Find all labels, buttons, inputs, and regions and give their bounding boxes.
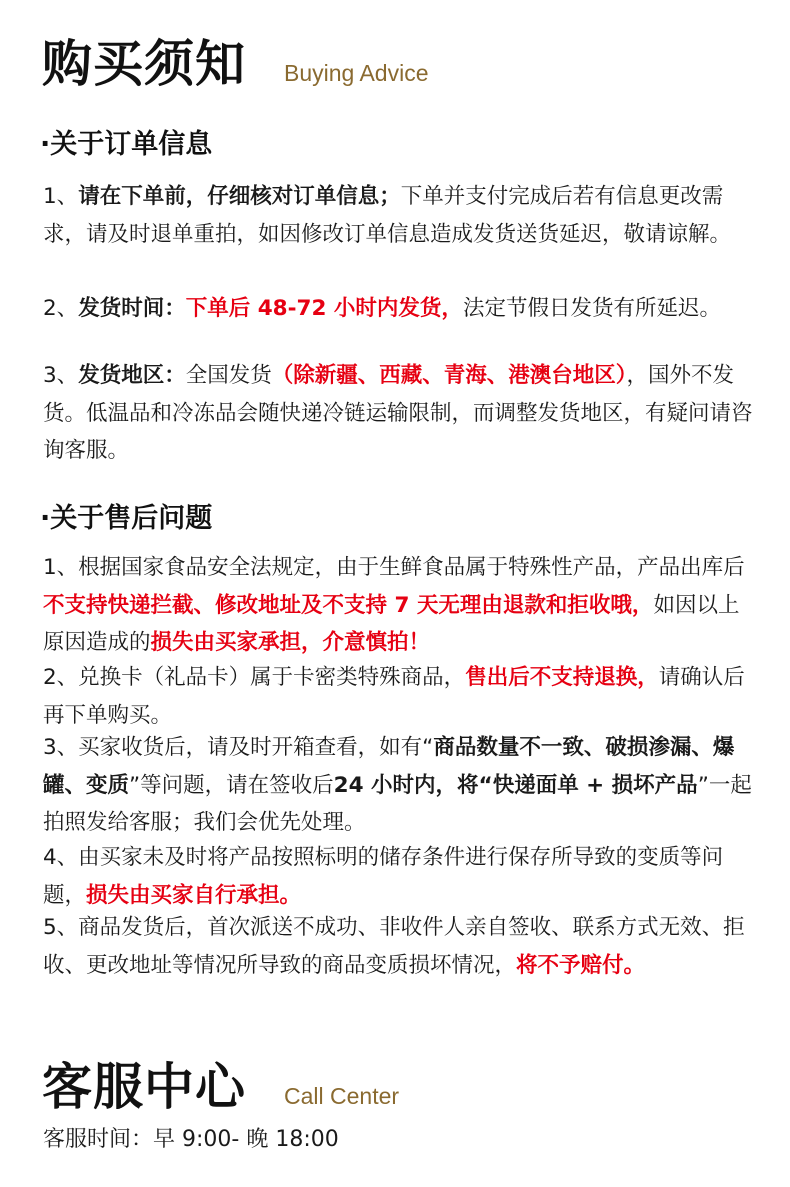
order-p1-bold: 请在下单前，仔细核对订单信息； (78, 184, 401, 209)
aftersale-p3-bold-2: 24 小时内，将“快递面单 + 损坏产品 (333, 772, 698, 798)
service-hours: 客服时间：早 9:00- 晚 18:00 (43, 1127, 339, 1152)
aftersale-p5-text-1: 5、商品发货后，首次派送不成功、非收件人亲自签收、联系方式无效、拒收、更改地址等情况所导致的商品变质损坏情况， (43, 915, 745, 978)
aftersale-p1-red-2: 损失由买家承担，介意慎拍！ (150, 630, 431, 655)
aftersale-p3-bold-1: 商品数量不一致、破损渗漏、爆罐、变质 (43, 735, 735, 798)
order-p3-red: （除新疆、西藏、青海、港澳台地区） (271, 363, 627, 388)
aftersale-p5-red: 将不予赔付。 (516, 952, 646, 978)
aftersale-p3-text-2: ”等问题，请在签收后 (129, 772, 334, 798)
order-p1-number: 1、 (43, 184, 79, 209)
aftersale-p1-red-1: 不支持快递拦截、修改地址及不支持 7 天无理由退款和拒收哦， (43, 592, 654, 618)
buying-advice-heading (42, 24, 428, 96)
aftersale-p3-text-3: ”一起拍照发给客服；我们会优先处理。 (43, 772, 752, 835)
aftersale-p4-red: 损失由买家自行承担。 (86, 882, 302, 908)
call-center-title-en: Call Center (284, 1083, 400, 1109)
order-p2-number: 2、 (43, 296, 79, 321)
call-center-heading (42, 1047, 399, 1119)
aftersale-paragraph-4 (43, 839, 753, 914)
aftersale-paragraph-3 (43, 729, 753, 842)
aftersale-p2-text-1: 2、兑换卡（礼品卡）属于卡密类特殊商品， (43, 665, 466, 690)
buying-advice-title-en: Buying Advice (284, 60, 429, 86)
order-info-paragraph-1 (43, 178, 753, 253)
order-info-section-title: ·关于订单信息 (40, 129, 213, 160)
order-p3-number: 3、 (43, 363, 79, 388)
order-p1-text: 下单并支付完成后若有信息更改需求，请及时退单重拍，如因修改订单信息造成发货送货延迟，敬请谅解。 (43, 184, 732, 247)
aftersale-p3-text-1: 3、买家收货后，请及时开箱查看，如有“ (43, 735, 434, 760)
aftersale-paragraph-2 (43, 659, 753, 734)
aftersale-p1-text-1: 1、根据国家食品安全法规定，由于生鲜食品属于特殊性产品，产品出库后 (43, 555, 745, 580)
aftersale-paragraph-1 (43, 549, 753, 662)
order-p2-bold: 发货时间： (78, 296, 186, 321)
order-p3-text-1: 全国发货 (185, 363, 272, 388)
order-info-paragraph-3 (43, 357, 753, 470)
aftersale-p2-text-2: 请确认后再下单购买。 (43, 665, 745, 728)
aftersale-section-title: ·关于售后问题 (40, 503, 213, 534)
call-center-title-cn: 客服中心 (42, 1057, 246, 1116)
order-info-paragraph-2 (43, 290, 753, 328)
buying-advice-title-cn: 购买须知 (42, 34, 246, 93)
aftersale-p4-text-1: 4、由买家未及时将产品按照标明的储存条件进行保存所导致的变质等问题， (43, 845, 724, 908)
aftersale-paragraph-5 (43, 909, 753, 984)
aftersale-p2-red: 售出后不支持退换， (465, 665, 659, 690)
order-p2-text: 法定节假日发货有所延迟。 (462, 296, 721, 321)
order-p2-red: 下单后 48-72 小时内发货， (185, 296, 463, 321)
aftersale-p1-text-2: 如因以上原因造成的 (43, 592, 740, 655)
order-p3-bold: 发货地区： (78, 363, 186, 388)
order-p3-text-2: ，国外不发货。低温品和冷冻品会随快递冷链运输限制，而调整发货地区，有疑问请咨询客服。 (43, 363, 753, 463)
